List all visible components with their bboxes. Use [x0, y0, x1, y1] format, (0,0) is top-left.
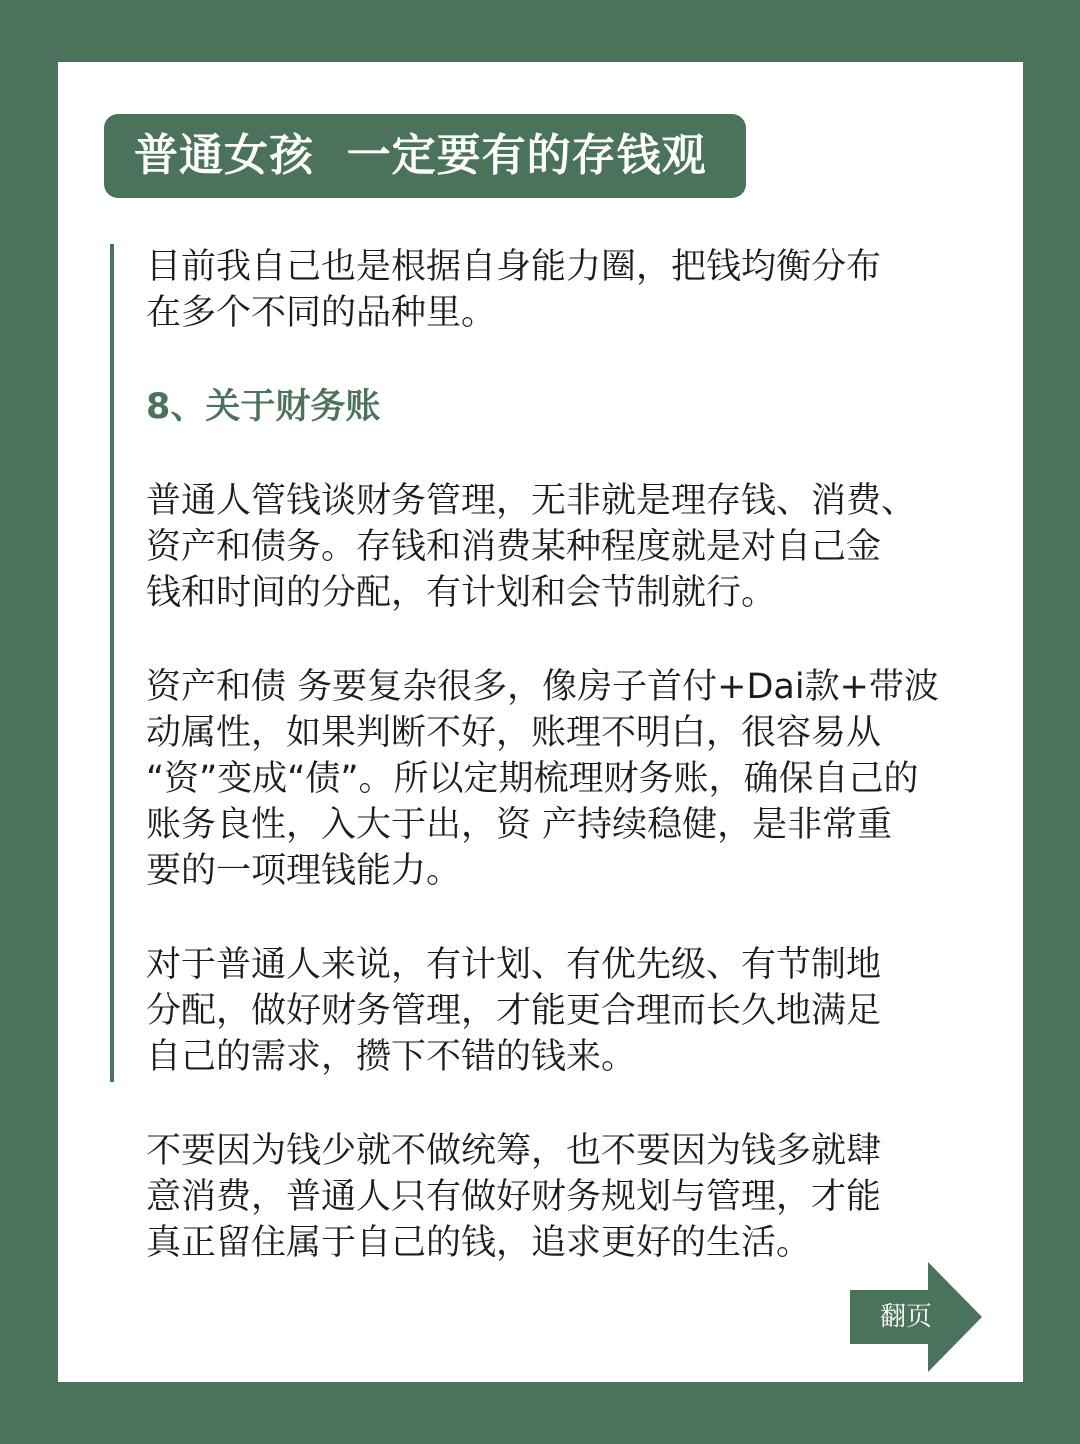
paragraph-line: 对于普通人来说，有计划、有优先级、有节制地 — [146, 945, 882, 985]
paragraph-line: 意消费，普通人只有做好财务规划与管理，才能 — [146, 1177, 882, 1217]
paragraph-line: 要的一项理钱能力。 — [146, 851, 462, 891]
paragraph-line: 普通人管钱谈财务管理，无非就是理存钱、消费、 — [146, 481, 917, 521]
content-card — [58, 62, 1023, 1382]
next-page-label: 翻页 — [880, 1302, 933, 1332]
paragraph-line: 自己的需求，攒下不错的钱来。 — [146, 1037, 637, 1077]
paragraph-line: 资产和债务。存钱和消费某种程度就是对自己金 — [146, 527, 882, 567]
paragraph-line: 目前我自己也是根据自身能力圈，把钱均衡分布 — [146, 247, 882, 287]
paragraph-finance-management — [146, 478, 996, 616]
paragraph-line: 账务良性，入大于出，资 产持续稳健，是非常重 — [146, 805, 893, 845]
quote-rule — [110, 244, 114, 1082]
paragraph-line: 不要因为钱少就不做统筹，也不要因为钱多就肆 — [146, 1131, 882, 1171]
section-heading: 8、关于财务账 — [146, 387, 381, 427]
paragraph-line: 钱和时间的分配，有计划和会节制就行。 — [146, 573, 777, 613]
paragraph-intro — [146, 244, 996, 336]
title-banner — [104, 114, 746, 198]
paragraph-ordinary-people — [146, 942, 996, 1080]
arrow-head-icon — [928, 1262, 982, 1372]
paragraph-line: 资产和债 务要复杂很多，像房子首付+Dai款+带波 — [146, 667, 939, 707]
article-body — [146, 244, 996, 1266]
paragraph-line: 动属性，如果判断不好，账理不明白，很容易从 — [146, 713, 882, 753]
paragraph-line: “资”变成“债”。所以定期梳理财务账，确保自己的 — [146, 759, 919, 799]
paragraph-line: 在多个不同的品种里。 — [146, 293, 497, 333]
paragraph-line: 真正留住属于自己的钱，追求更好的生活。 — [146, 1223, 812, 1263]
paragraph-line: 分配，做好财务管理，才能更合理而长久地满足 — [146, 991, 882, 1031]
page-title: 普通女孩 一定要有的存钱观 — [134, 130, 707, 181]
next-page-button[interactable] — [850, 1262, 984, 1372]
paragraph-assets-debts — [146, 664, 996, 894]
paragraph-conclusion — [146, 1128, 996, 1266]
